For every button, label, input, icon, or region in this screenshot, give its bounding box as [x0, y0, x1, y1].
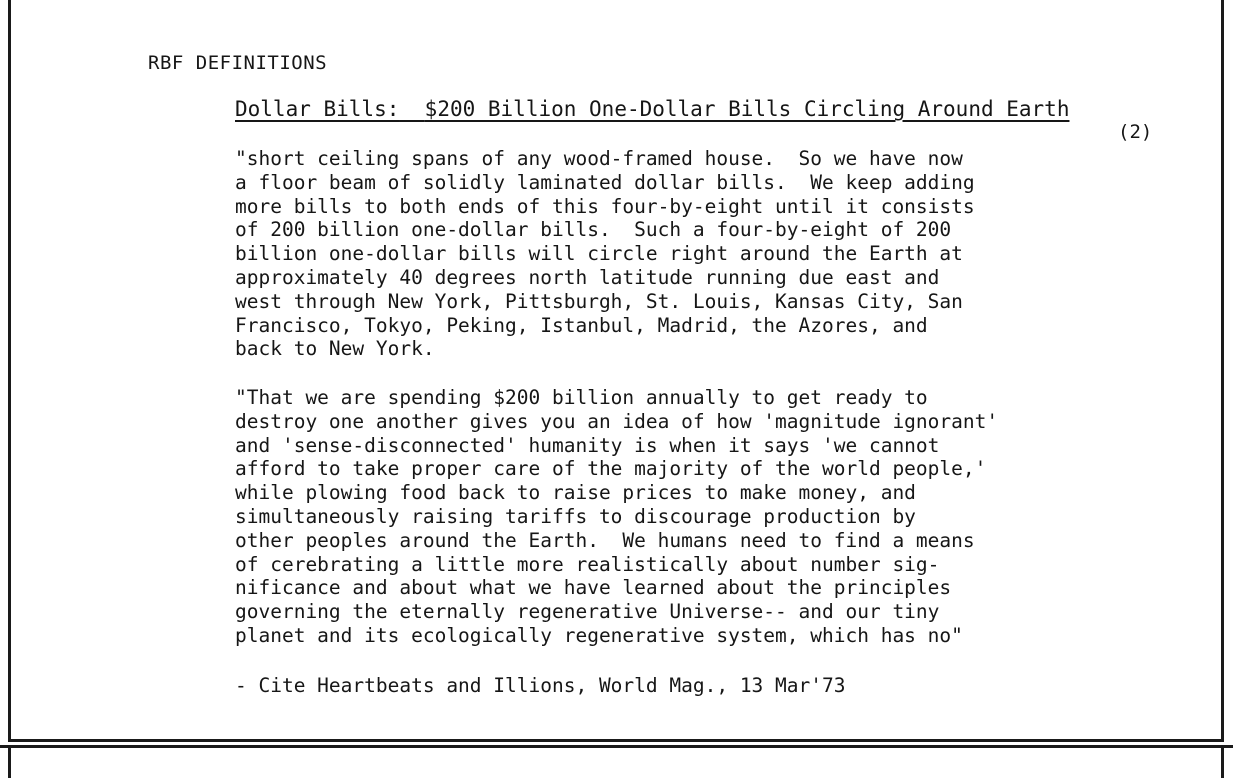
- quote-paragraph-1: "short ceiling spans of any wood-framed house. So we have now a floor beam of solidly laminated dollar bills. We keep adding more bills to both ends of this four-by-eight until it consists of 200 billion one-dollar bills. Such a four-by-eight of 200 billion one-dollar bills will circle right around the Earth at approximately 40 degrees north latitude running due east and west through New York, Pittsburgh, St. Louis, Kansas City, San Francisco, Tokyo, Peking, Istanbul, Madrid, the Azores, and back to New York.: [235, 147, 975, 361]
- entry-subtitle: $200 Billion One-Dollar Bills Circling Around Earth: [424, 97, 1070, 121]
- entry-heading: [235, 97, 1069, 121]
- entry-term: Dollar Bills:: [235, 97, 400, 121]
- next-card-left-border: [8, 748, 11, 778]
- quote-paragraph-2: "That we are spending $200 billion annually to get ready to destroy one another gives you an idea of how 'magnitude ignorant' and 'sense-disconnected' humanity is when it says 'we cannot afford to take proper care of the majority of the world people,' while plowing food back to raise prices to make money, and simultaneously raising tariffs to discourage production by other peoples around the Earth. We humans need to find a means of cerebrating a little more realistically about number sig- nificance and about what we have learned about the principles governing the eternally regenerative Universe-- and our tiny planet and its ecologically regenerative system, which has no": [235, 386, 999, 647]
- section-title: RBF DEFINITIONS: [148, 52, 328, 74]
- citation: - Cite Heartbeats and Illions, World Mag., 13 Mar'73: [235, 674, 846, 697]
- next-card-right-border: [1221, 748, 1224, 778]
- next-card-edge: [0, 745, 1233, 775]
- page-number: (2): [1118, 121, 1153, 143]
